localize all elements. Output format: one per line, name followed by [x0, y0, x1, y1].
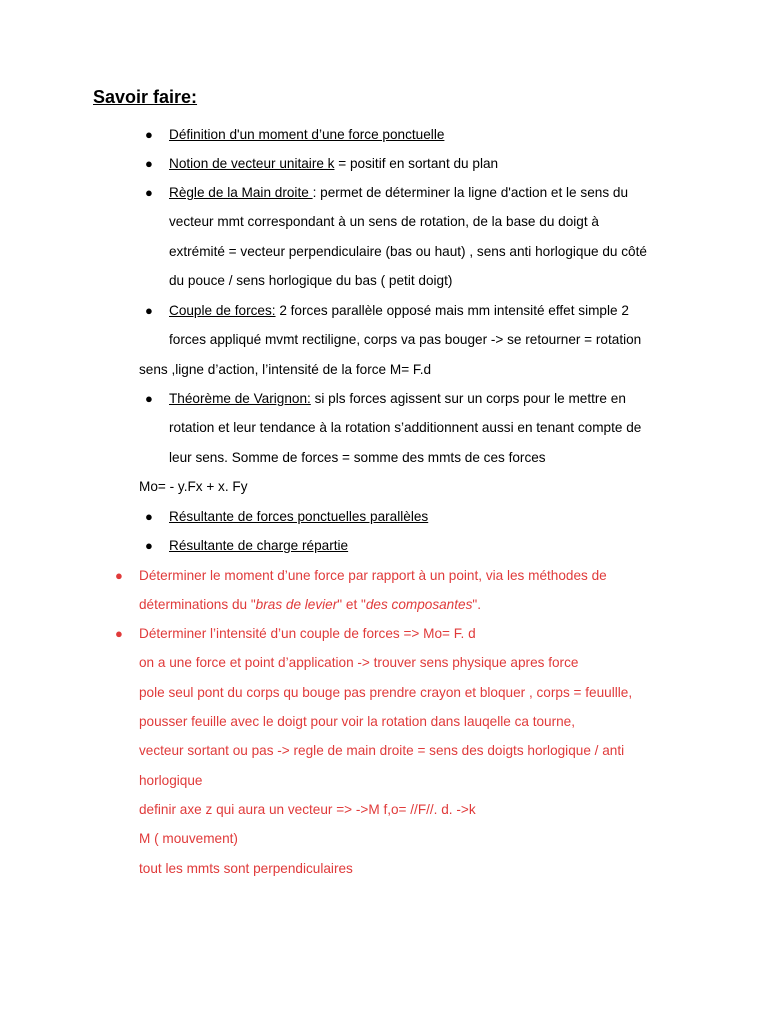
red-list-item: Déterminer l’intensité d’un couple de forces => Mo= F. d — [139, 626, 476, 641]
item-text: = positif en sortant du plan — [334, 156, 499, 171]
item-text: 2 forces parallèle opposé mais mm intensité effet simple 2 — [275, 303, 629, 318]
red-list-item: Déterminer le moment d’une force par rapport à un point, via les méthodes de — [139, 568, 607, 583]
bullet-icon: ● — [145, 509, 153, 524]
list-item — [169, 508, 428, 526]
formula-line: Mo= - y.Fx + x. Fy — [139, 479, 248, 494]
bullet-icon: ● — [145, 391, 153, 406]
bullet-icon: ● — [145, 185, 153, 200]
text-fragment: " et " — [337, 597, 366, 612]
item-text-line: vecteur mmt correspondant à un sens de rotation, de la base du doigt à — [169, 214, 599, 229]
red-item-text-line: M ( mouvement) — [139, 831, 238, 846]
section-title: Savoir faire: — [93, 87, 198, 107]
list-item — [169, 126, 444, 144]
item-text-line: du pouce / sens horlogique du bas ( petit doigt) — [169, 273, 453, 288]
bullet-icon: ● — [145, 127, 153, 142]
red-item-text-line — [139, 596, 481, 614]
item-heading: Résultante de forces ponctuelles parallèles — [169, 509, 429, 524]
item-heading: Résultante de charge répartie — [169, 538, 349, 553]
red-item-text-line: pousser feuille avec le doigt pour voir la rotation dans lauqelle ca tourne, — [139, 714, 576, 729]
bullet-icon: ● — [145, 538, 153, 553]
bullet-icon: ● — [145, 303, 153, 318]
item-text: : permet de déterminer la ligne d'action et le sens du — [312, 185, 629, 200]
item-heading: Notion de vecteur unitaire k — [169, 156, 335, 171]
italic-term: bras de levier — [255, 597, 338, 612]
item-text-line: leur sens. Somme de forces = somme des mmts de ces forces — [169, 450, 546, 465]
bullet-icon: ● — [145, 156, 153, 171]
item-text-line: forces appliqué mvmt rectiligne, corps va pas bouger -> se retourner = rotation — [169, 332, 642, 347]
bullet-icon: ● — [115, 568, 123, 583]
bullet-icon: ● — [115, 626, 123, 641]
list-item — [169, 390, 626, 408]
item-heading: Définition d'un moment d’une force ponctuelle — [169, 127, 445, 142]
red-item-text-line: tout les mmts sont perpendiculaires — [139, 861, 353, 876]
text-fragment: ". — [472, 597, 481, 612]
list-item — [169, 302, 629, 320]
item-heading: Règle de la Main droite — [169, 185, 313, 200]
list-item — [169, 537, 348, 555]
red-item-text-line: pole seul pont du corps qu bouge pas prendre crayon et bloquer , corps = feuullle, — [139, 685, 633, 700]
list-item — [169, 184, 628, 202]
red-item-text-line: horlogique — [139, 773, 203, 788]
item-text: si pls forces agissent sur un corps pour le mettre en — [310, 391, 626, 406]
red-item-text-line: vecteur sortant ou pas -> regle de main droite = sens des doigts horlogique / anti — [139, 743, 625, 758]
red-item-text-line: definir axe z qui aura un vecteur => ->M f,o= //F//. d. ->k — [139, 802, 476, 817]
item-text-line: sens ,ligne d’action, l’intensité de la force M= F.d — [139, 362, 432, 377]
red-item-text-line: on a une force et point d’application -> trouver sens physique apres force — [139, 655, 579, 670]
item-text-line: extrémité = vecteur perpendiculaire (bas ou haut) , sens anti horlogique du côté — [169, 244, 647, 259]
italic-term: des composantes — [365, 597, 473, 612]
item-heading: Couple de forces: — [169, 303, 276, 318]
item-text-line: rotation et leur tendance à la rotation s’additionnent aussi en tenant compte de — [169, 420, 642, 435]
text-fragment: déterminations du " — [139, 597, 256, 612]
item-heading: Théorème de Varignon: — [169, 391, 311, 406]
list-item — [169, 155, 498, 173]
